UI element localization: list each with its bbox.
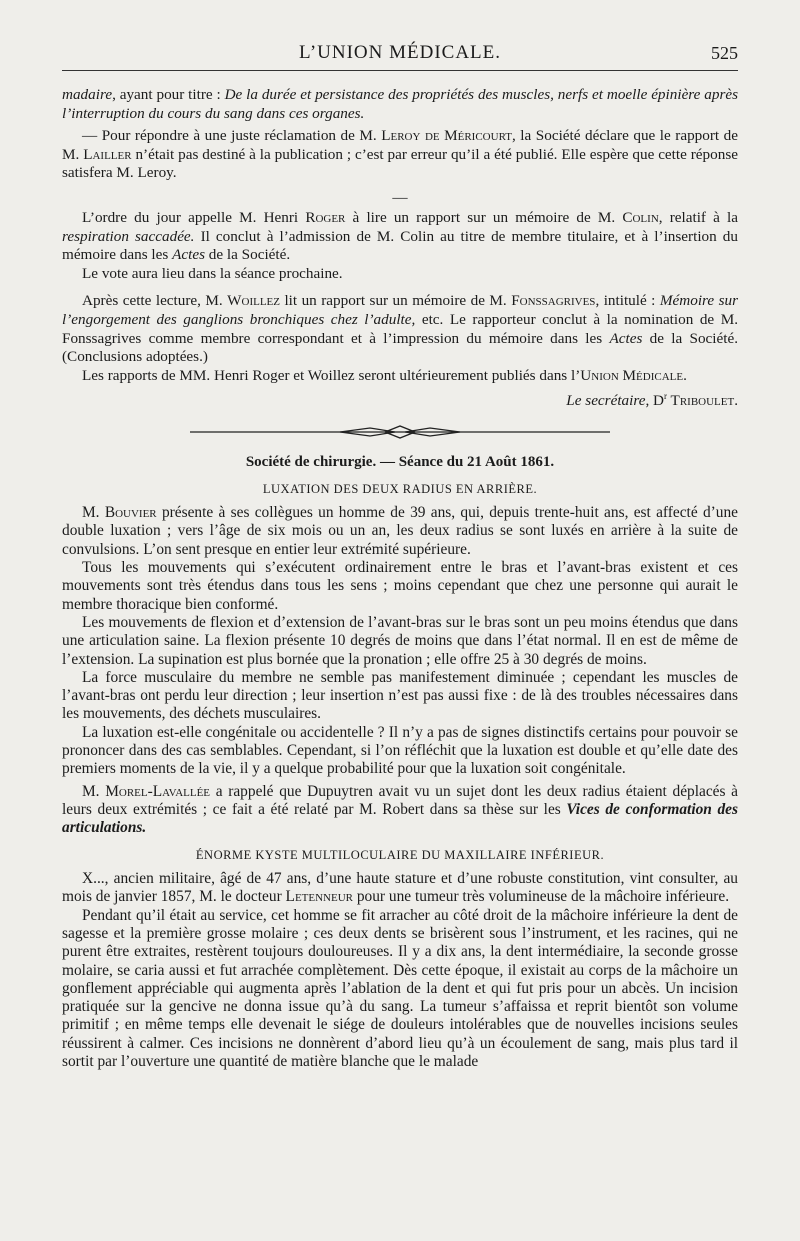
memoir-title: De la durée et persistance des propriétés des muscles, nerfs et moelle épinière après l’interruption du cours du sang dans ces organes.: [62, 86, 739, 122]
text-fragment: respiration saccadée.: [62, 227, 195, 245]
running-title: L’UNION MÉDICALE.: [298, 42, 502, 63]
text-fragment: r: [664, 391, 668, 402]
text-fragment: Après cette lecture, M.: [82, 292, 228, 310]
ornament-divider: [190, 425, 610, 439]
text-fragment: Le secrétaire: [566, 392, 646, 410]
paragraph-rapports: [62, 367, 738, 386]
text-fragment: M.: [82, 504, 105, 522]
paragraph-ordre-du-jour: [62, 209, 738, 265]
text-fragment: , relatif à la: [658, 208, 738, 226]
section-title: Société de chirurgie. — Séance du 21 Août 1861.: [245, 453, 555, 470]
paragraph-woillez: [62, 292, 738, 366]
page-header: [62, 42, 738, 70]
paragraph-memoir-title: [62, 86, 738, 123]
text-fragment: L’ordre du jour appelle M. Henri: [82, 208, 306, 226]
paragraph-history: Pendant qu’il était au service, cet homme se fit arracher au côté droit de la mâchoire inférieure la dent de sagesse et la première grosse molaire ; ces deux dents se brisèrent sous l’instrument, et les racines, qui ne purent être extraites, restèrent toujours douloureuses. Il y a dix ans, la dent intermédiaire, la seconde grosse molaire, se caria aussi et fut arrachée complètement. Dès cette époque, il existait au corps de la mâchoire un gonflement appréciable qui augmenta après l’ablation de la dent et qui fut pris pour un abcès. Un incision pratiquée sur la gencive ne donna issue qu’à du sang. La tumeur s’affaissa et reprit bientôt son volume primitif ; en même temps elle devenait le siége de douleurs intolérables que de nouvelles incisions seules réussirent à calmer. Ces incisions ne donnèrent d’abord lieu qu’à un écoulement de sang, mais plus tard il sortit par l’ouverture une quantité de matière blanche que le malade: [62, 906, 738, 1071]
person-name: Colin: [622, 208, 659, 226]
section-dash: —: [392, 188, 408, 206]
text-fragment: , D: [645, 392, 665, 410]
journal-name: Union Médicale: [580, 366, 684, 384]
person-name: Bouvier: [104, 504, 157, 522]
text-fragment: X..., ancien militaire, âgé de 47 ans, d’une haute stature et d’une robuste constitution, vint consulter, au mois de janvier 1857, M. le docteur: [62, 870, 738, 906]
person-name: Roger: [305, 208, 346, 226]
person-name: Lailler: [83, 145, 132, 163]
text-fragment: à lire un rapport sur un mémoire de M.: [345, 208, 623, 226]
paragraph-reclamation: [62, 127, 738, 183]
text-fragment: etc. Le rapporteur conclut à la nomination de M. Fonssagrives comme membre correspondant et à l’impression du mémoire dans les: [62, 310, 738, 347]
text-fragment: Il conclut à l’admission de M. Colin au titre de membre titulaire, et à l’insertion du mémoire dans les: [62, 227, 738, 264]
paragraph-morel-lavallee: [62, 783, 738, 838]
text-fragment: Mémoire sur l’engorgement des ganglions bronchiques chez l’adulte,: [62, 292, 738, 328]
subtitle-kyste: ÉNORME KYSTE MULTILOCULAIRE DU MAXILLAIRE INFÉRIEUR.: [195, 847, 605, 862]
paragraph-flexion: Les mouvements de flexion et d’extension de l’avant-bras sur le bras sont un peu moins étendus que dans une articulation saine. La flexion présente 10 degrés de moins que dans l’état normal. Il en est de même de l’extension. La supination est plus bornée que la pronation ; elle offre 25 à 30 degrés de moins.: [62, 613, 738, 668]
secretary-signature: [62, 387, 738, 411]
text-fragment: — Pour répondre à une juste réclamation de M.: [82, 127, 382, 145]
person-name: Fonssagrives: [511, 292, 596, 310]
text-fragment: n’était pas destiné à la publication ; c’est par erreur qu’il a été publié. Elle espère que cette réponse satisfera M. Leroy.: [62, 145, 738, 182]
page-number: 525: [711, 43, 738, 63]
text-fragment: de la Société. (Conclusions adoptées.): [62, 329, 739, 366]
kyste-article: [62, 870, 738, 1071]
article-body: [62, 86, 738, 1071]
text-fragment: Les rapports de MM. Henri Roger et Woillez seront ultérieurement publiés dans l’: [82, 366, 581, 384]
text-fragment: Actes: [609, 329, 643, 347]
text-fragment: , intitulé :: [595, 292, 660, 310]
text-fragment: , ayant pour titre :: [112, 86, 225, 103]
text-fragment: pour une tumeur très volumineuse de la mâchoire inférieure.: [353, 888, 730, 906]
subtitle-luxation: LUXATION DES DEUX RADIUS EN ARRIÈRE.: [262, 481, 538, 496]
person-name: Woillez: [227, 292, 280, 310]
text-fragment: a rappelé que Dupuytren avait vu un sujet dont les deux radius étaient déplacés à leurs deux extrémités ; ce fait a été relaté par M. Robert dans sa thèse sur les: [62, 782, 738, 818]
paragraph-force: La force musculaire du membre ne semble pas manifestement diminuée ; cependant les muscles de l’avant-bras ont perdu leur direction ; leur insertion n’est pas aussi fixe : de là des troubles nécessaires dans les mouvements, des déchets musculaires.: [62, 668, 738, 723]
paragraph-congenitale: La luxation est-elle congénitale ou accidentelle ? Il n’y a pas de signes distinctifs certains pour pouvoir se prononcer dans des cas semblables. Cependant, si l’on réfléchit que la luxation est double et qu’elle date des premiers moments de la vie, il y a quelque probabilité pour que la luxation soit congénitale.: [62, 723, 738, 778]
paragraph-patient: [62, 870, 738, 907]
text-fragment: présente à ses collègues un homme de 39 ans, qui, depuis trente-huit ans, est affecté d’une double luxation ; vers l’âge de six mois ou un an, les deux radius se sont luxés en arrière à la suite de convulsions. L’on sent presque en entier leur extrémité supérieure.: [62, 504, 738, 558]
paragraph-vote: Le vote aura lieu dans la séance prochaine.: [82, 264, 343, 282]
text-fragment: madaire: [62, 86, 113, 103]
luxation-article: [62, 504, 738, 837]
person-name: Leroy de Méricourt: [381, 127, 512, 145]
text-fragment: Actes: [172, 246, 205, 264]
text-fragment: M.: [82, 782, 106, 800]
person-name: Letenneur: [285, 888, 353, 906]
text-fragment: Vices de conformation des articulations.: [62, 800, 738, 837]
person-name: Morel-Lavallée: [105, 782, 211, 800]
header-rule: [62, 70, 738, 71]
paragraph-bouvier: [62, 504, 738, 559]
paragraph-mouvements: Tous les mouvements qui s’exécutent ordinairement entre le bras et l’avant-bras existent et ces mouvements sont très étendus dans tous les sens ; moins cependant que chez une personne qui aurait le membre thoracique bien conformé.: [62, 559, 738, 613]
text-fragment: , la Société déclare que le rapport de M.: [62, 127, 738, 163]
text-fragment: .: [683, 366, 687, 384]
person-name: Triboulet.: [667, 392, 738, 410]
text-fragment: lit un rapport sur un mémoire de M.: [280, 292, 512, 310]
text-fragment: de la Société.: [204, 246, 291, 264]
